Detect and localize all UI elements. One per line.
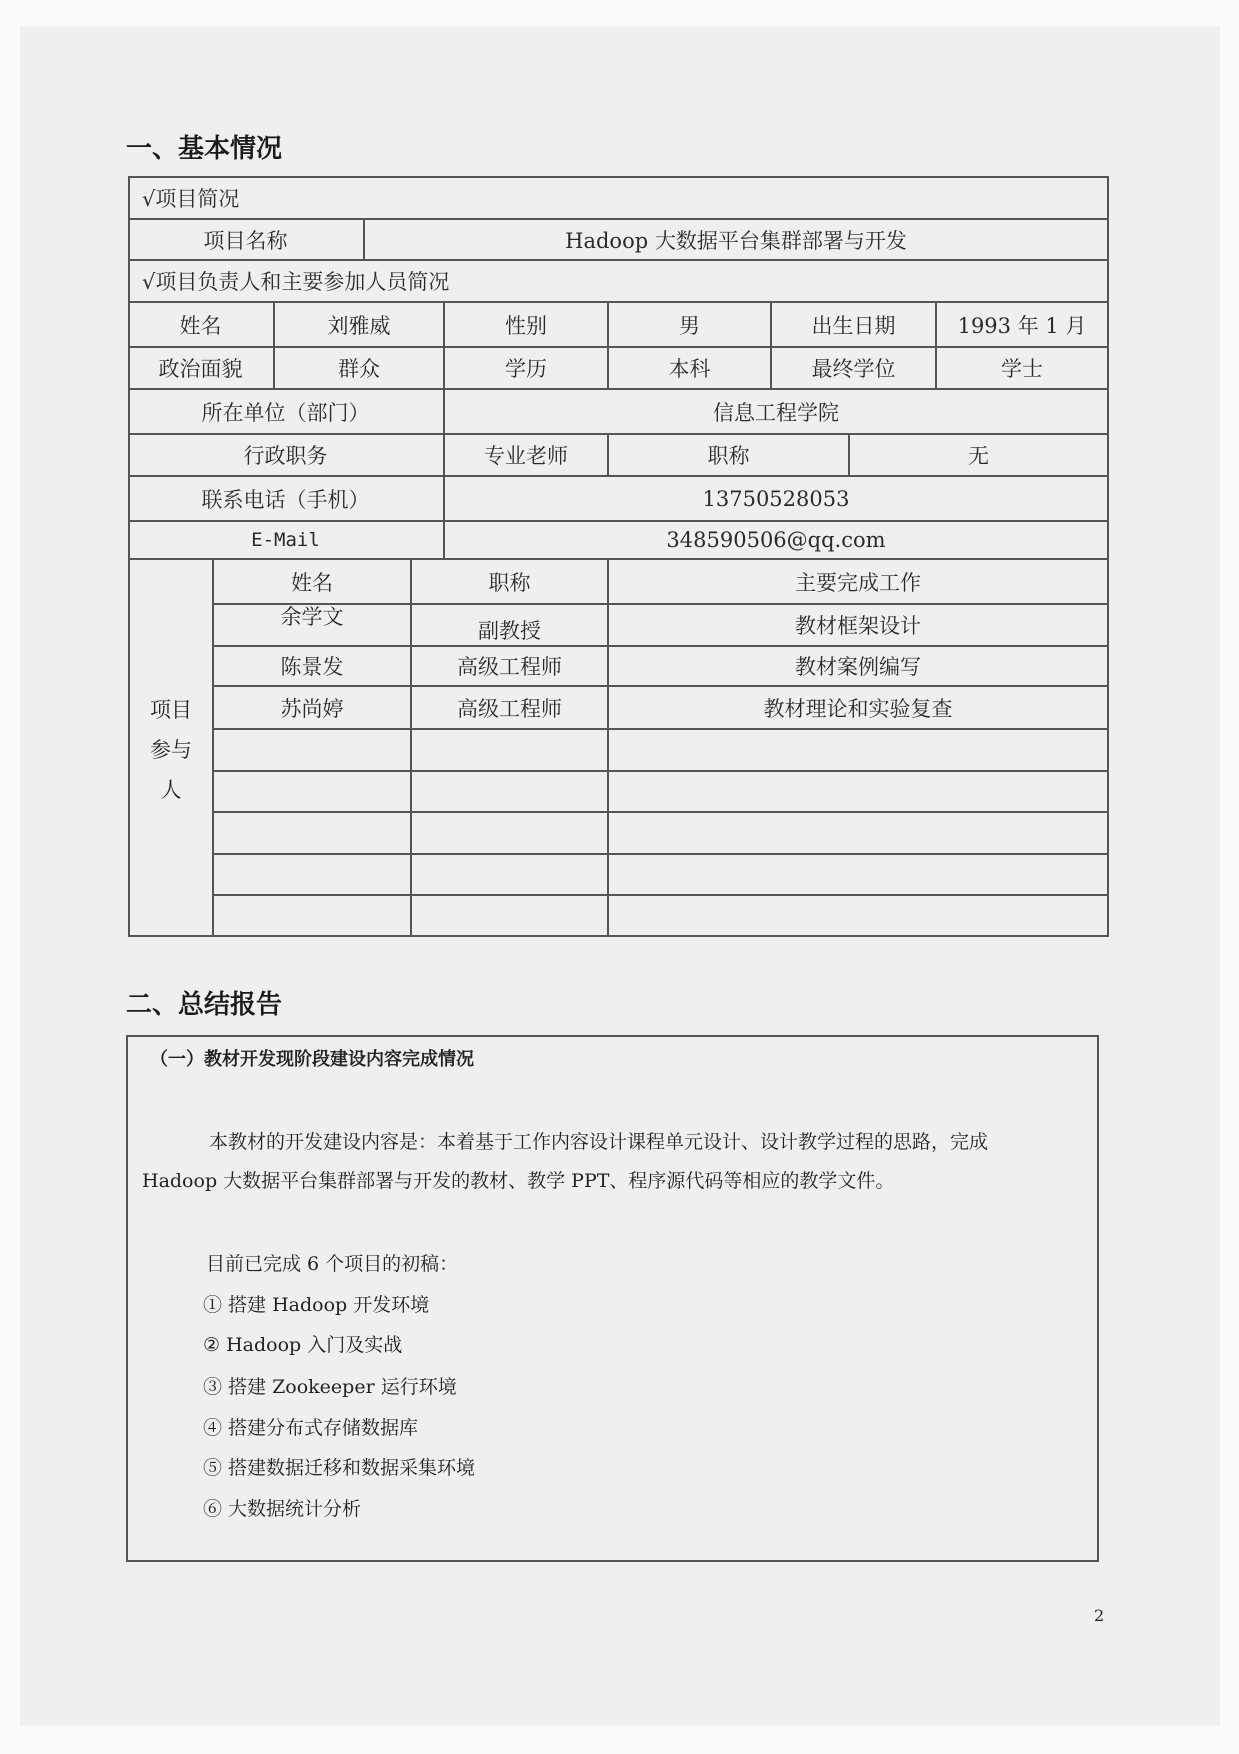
name-label: 姓名 bbox=[179, 313, 222, 338]
list-item: ② Hadoop 入门及实战 bbox=[203, 1334, 403, 1356]
participant-title: 副教授 bbox=[478, 619, 541, 643]
title-label: 职称 bbox=[707, 444, 750, 468]
birth-value: 1993 年 1 月 bbox=[957, 313, 1087, 338]
unit-label: 所在单位（部门） bbox=[201, 400, 370, 425]
admin-post-value: 专业老师 bbox=[484, 444, 568, 468]
participant-work: 教材案例编写 bbox=[795, 655, 921, 679]
participant-name: 苏尚婷 bbox=[280, 696, 344, 721]
degree-value: 学士 bbox=[1001, 357, 1043, 381]
list-item: ④ 搭建分布式存储数据库 bbox=[203, 1417, 419, 1439]
participants-group-label bbox=[130, 690, 212, 810]
section1-title: 一、基本情况 bbox=[126, 134, 283, 164]
email-value: 348590506@qq.com bbox=[666, 528, 886, 552]
summary-paragraph-line1: 本教材的开发建设内容是：本着基于工作内容设计课程单元设计、设计教学过程的思路，完成 bbox=[209, 1131, 989, 1153]
participant-header-work: 主要完成工作 bbox=[795, 570, 921, 595]
politics-label: 政治面貌 bbox=[158, 357, 243, 381]
project-overview-label: √项目简况 bbox=[142, 187, 240, 211]
project-name-label: 项目名称 bbox=[203, 228, 288, 253]
summary-paragraph-line2: Hadoop 大数据平台集群部署与开发的教材、教学 PPT、程序源代码等相应的教学文件。 bbox=[142, 1170, 895, 1192]
list-item: ① 搭建 Hadoop 开发环境 bbox=[203, 1294, 430, 1316]
project-name-value: Hadoop 大数据平台集群部署与开发 bbox=[565, 228, 907, 253]
participant-header-name: 姓名 bbox=[291, 570, 333, 595]
birth-label: 出生日期 bbox=[811, 313, 896, 338]
summary-subheading: （一）教材开发现阶段建设内容完成情况 bbox=[150, 1049, 474, 1070]
section2-title: 二、总结报告 bbox=[126, 990, 283, 1020]
personnel-label: √项目负责人和主要参加人员简况 bbox=[142, 270, 450, 294]
participant-title: 高级工程师 bbox=[457, 696, 562, 721]
group-label-line: 参与 bbox=[150, 738, 192, 762]
participant-work: 教材理论和实验复查 bbox=[763, 696, 953, 721]
title-value: 无 bbox=[968, 444, 989, 468]
list-item: ⑤ 搭建数据迁移和数据采集环境 bbox=[203, 1457, 476, 1479]
unit-value: 信息工程学院 bbox=[713, 400, 839, 425]
page-number: 2 bbox=[1094, 1606, 1105, 1625]
gender-label: 性别 bbox=[505, 313, 547, 338]
group-label-line: 项目 bbox=[150, 698, 192, 722]
participant-name: 陈景发 bbox=[280, 655, 344, 679]
gender-value: 男 bbox=[679, 313, 700, 338]
phone-label: 联系电话（手机） bbox=[201, 487, 370, 512]
admin-post-label: 行政职务 bbox=[243, 444, 328, 468]
email-label: E-Mail bbox=[251, 529, 320, 551]
degree-label: 最终学位 bbox=[811, 357, 896, 381]
list-item: ③ 搭建 Zookeeper 运行环境 bbox=[203, 1376, 457, 1398]
participant-header-title: 职称 bbox=[488, 570, 531, 595]
participant-name: 余学文 bbox=[280, 605, 344, 629]
education-value: 本科 bbox=[668, 357, 711, 381]
list-item: ⑥ 大数据统计分析 bbox=[203, 1498, 362, 1520]
education-label: 学历 bbox=[505, 357, 547, 381]
phone-value: 13750528053 bbox=[702, 486, 850, 511]
list-intro: 目前已完成 6 个项目的初稿： bbox=[206, 1253, 459, 1275]
name-value: 刘雅威 bbox=[327, 313, 391, 338]
group-label-line: 人 bbox=[160, 778, 182, 802]
participant-work: 教材框架设计 bbox=[795, 614, 921, 638]
participant-title: 高级工程师 bbox=[457, 655, 562, 679]
politics-value: 群众 bbox=[338, 357, 380, 381]
